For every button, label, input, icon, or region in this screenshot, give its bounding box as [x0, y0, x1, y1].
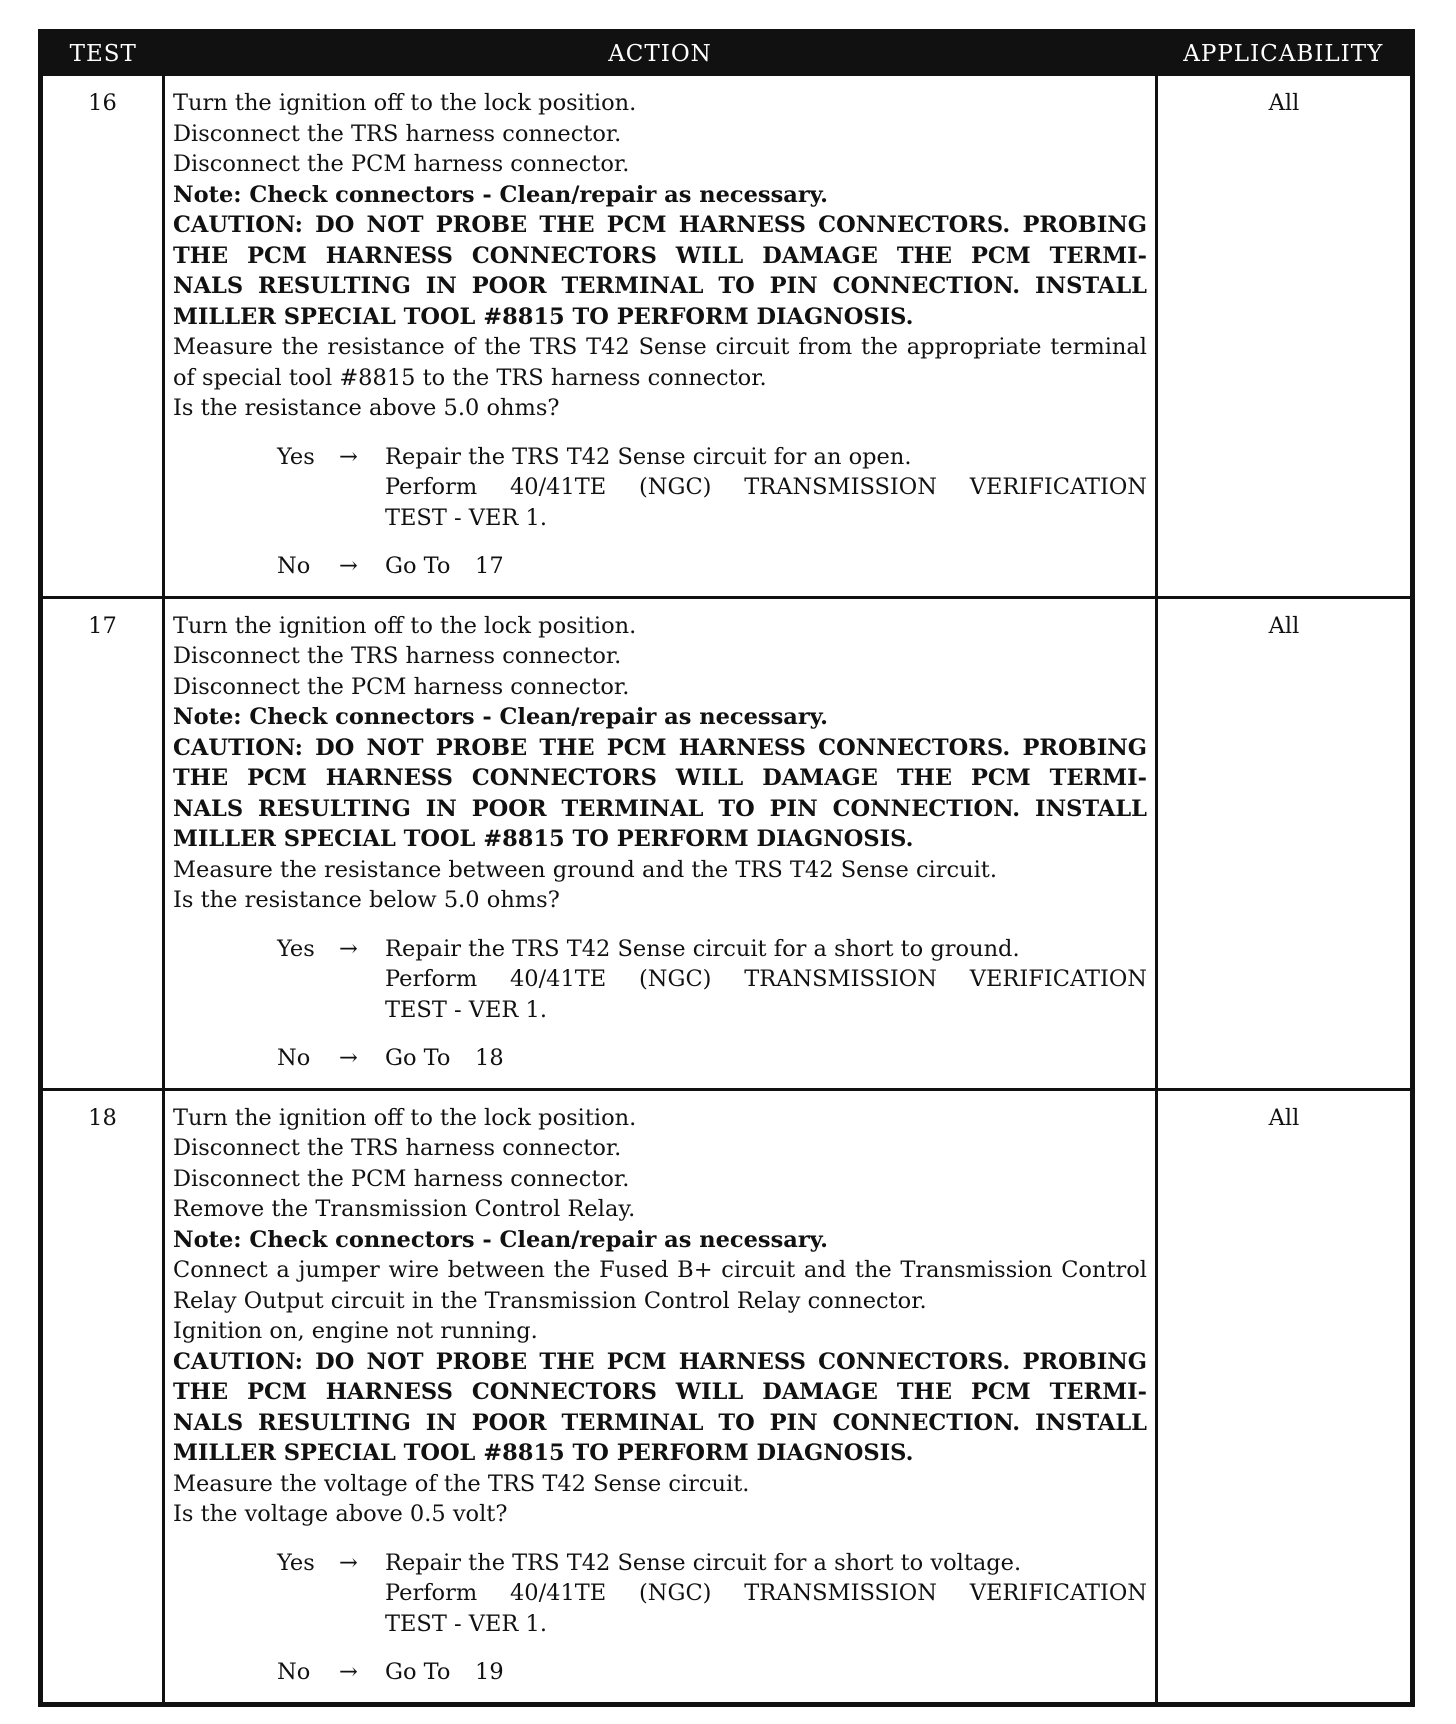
action-step: Remove the Transmission Control Relay.: [173, 1196, 636, 1222]
measure-step: Measure the voltage of the TRS T42 Sense circuit.: [173, 1470, 750, 1497]
diagnostic-test-table: [38, 29, 1415, 1707]
yes-outcome: [173, 442, 1147, 534]
goto-target: 18: [475, 1045, 504, 1071]
yes-outcome: [173, 934, 1147, 1026]
action-step: Ignition on, engine not running.: [173, 1318, 538, 1344]
yes-perform: Perform 40/41TE (NGC) TRANSMISSION VERIFICATION: [385, 474, 1147, 500]
yes-perform: Perform 40/41TE (NGC) TRANSMISSION VERIFICATION: [385, 966, 1147, 992]
arrow-icon: →: [339, 1659, 358, 1685]
no-label: No: [277, 1659, 311, 1685]
goto-target: 19: [475, 1659, 504, 1685]
measure-step: Measure the resistance between ground and the TRS T42 Sense circuit.: [173, 856, 997, 883]
test-number: 16: [88, 90, 117, 116]
action-step: Disconnect the PCM harness connector.: [173, 1165, 630, 1192]
table-header-row: [41, 32, 1413, 75]
outcomes: [173, 424, 1147, 596]
header-test: TEST: [41, 32, 164, 75]
no-outcome: [173, 1043, 1147, 1074]
action-step: Turn the ignition off to the lock position.: [173, 612, 637, 639]
header-applicability: APPLICABILITY: [1157, 32, 1413, 75]
yes-perform: TEST - VER 1.: [385, 996, 547, 1023]
arrow-icon: →: [339, 1549, 358, 1576]
action-step: Disconnect the TRS harness connector.: [173, 643, 622, 669]
outcomes: [173, 1530, 1147, 1702]
action-step: Disconnect the PCM harness connector.: [173, 673, 630, 700]
table-row: [41, 75, 1413, 598]
action-step: Disconnect the TRS harness connector.: [173, 120, 622, 147]
action-cell: [165, 599, 1155, 1088]
applicability-value: All: [1268, 1104, 1300, 1131]
caution-text: THE PCM HARNESS CONNECTORS WILL DAMAGE THE PCM TERMI-: [173, 242, 1147, 269]
no-outcome: [173, 1657, 1147, 1688]
test-number: 17: [88, 612, 117, 639]
action-step: Relay Output circuit in the Transmission Control Relay connector.: [173, 1287, 927, 1314]
no-label: No: [277, 1045, 311, 1071]
action-step: Turn the ignition off to the lock position.: [173, 90, 637, 116]
note-text: Note: Check connectors - Clean/repair as necessary.: [173, 181, 828, 208]
table-row: [41, 597, 1413, 1089]
header-action: ACTION: [164, 32, 1157, 75]
goto-label: Go To: [385, 1659, 451, 1685]
caution-text: MILLER SPECIAL TOOL #8815 TO PERFORM DIAGNOSIS.: [173, 1440, 914, 1466]
caution-text: NALS RESULTING IN POOR TERMINAL TO PIN CONNECTION. INSTALL: [173, 273, 1147, 299]
question-text: Is the resistance below 5.0 ohms?: [173, 887, 560, 913]
caution-text: MILLER SPECIAL TOOL #8815 TO PERFORM DIAGNOSIS.: [173, 826, 914, 852]
yes-perform: TEST - VER 1.: [385, 1610, 547, 1637]
action-step: Connect a jumper wire between the Fused B+ circuit and the Transmission Control: [173, 1257, 1147, 1283]
action-step: Turn the ignition off to the lock position.: [173, 1104, 637, 1131]
caution-text: THE PCM HARNESS CONNECTORS WILL DAMAGE THE PCM TERMI-: [173, 765, 1147, 791]
diagnostic-page: [38, 29, 1410, 1707]
note-text: Note: Check connectors - Clean/repair as necessary.: [173, 1226, 828, 1253]
yes-outcome: [173, 1548, 1147, 1640]
question-text: Is the voltage above 0.5 volt?: [173, 1501, 508, 1527]
caution-text: MILLER SPECIAL TOOL #8815 TO PERFORM DIAGNOSIS.: [173, 303, 914, 330]
yes-action: Repair the TRS T42 Sense circuit for a short to voltage.: [385, 1549, 1022, 1576]
arrow-icon: →: [339, 443, 358, 470]
action-step: Disconnect the TRS harness connector.: [173, 1135, 622, 1161]
goto-label: Go To: [385, 553, 451, 579]
yes-perform: Perform 40/41TE (NGC) TRANSMISSION VERIFICATION: [385, 1580, 1147, 1606]
goto-label: Go To: [385, 1045, 451, 1071]
measure-step: of special tool #8815 to the TRS harness connector.: [173, 364, 767, 391]
measure-step: Measure the resistance of the TRS T42 Sense circuit from the appropriate terminal: [173, 334, 1147, 360]
caution-text: NALS RESULTING IN POOR TERMINAL TO PIN CONNECTION. INSTALL: [173, 1409, 1147, 1436]
no-label: No: [277, 553, 311, 579]
arrow-icon: →: [339, 935, 358, 962]
yes-label: Yes: [277, 1549, 315, 1576]
arrow-icon: →: [339, 1045, 358, 1071]
no-outcome: [173, 551, 1147, 582]
yes-label: Yes: [277, 935, 315, 962]
question-text: Is the resistance above 5.0 ohms?: [173, 395, 560, 421]
caution-text: THE PCM HARNESS CONNECTORS WILL DAMAGE THE PCM TERMI-: [173, 1379, 1147, 1405]
caution-text: CAUTION: DO NOT PROBE THE PCM HARNESS CONNECTORS. PROBING: [173, 212, 1147, 238]
yes-action: Repair the TRS T42 Sense circuit for a short to ground.: [385, 935, 1020, 962]
action-cell: [165, 1091, 1155, 1702]
yes-label: Yes: [277, 443, 315, 470]
yes-action: Repair the TRS T42 Sense circuit for an open.: [385, 443, 912, 470]
note-text: Note: Check connectors - Clean/repair as necessary.: [173, 704, 828, 730]
action-step: Disconnect the PCM harness connector.: [173, 151, 630, 177]
table-row: [41, 1089, 1413, 1704]
applicability-value: All: [1268, 90, 1300, 116]
outcomes: [173, 916, 1147, 1088]
caution-text: NALS RESULTING IN POOR TERMINAL TO PIN CONNECTION. INSTALL: [173, 795, 1147, 822]
applicability-value: All: [1268, 612, 1300, 639]
caution-text: CAUTION: DO NOT PROBE THE PCM HARNESS CONNECTORS. PROBING: [173, 734, 1147, 761]
test-number: 18: [88, 1104, 117, 1131]
goto-target: 17: [475, 553, 504, 579]
yes-perform: TEST - VER 1.: [385, 504, 547, 531]
arrow-icon: →: [339, 553, 358, 579]
action-cell: [165, 76, 1155, 596]
caution-text: CAUTION: DO NOT PROBE THE PCM HARNESS CONNECTORS. PROBING: [173, 1348, 1147, 1375]
